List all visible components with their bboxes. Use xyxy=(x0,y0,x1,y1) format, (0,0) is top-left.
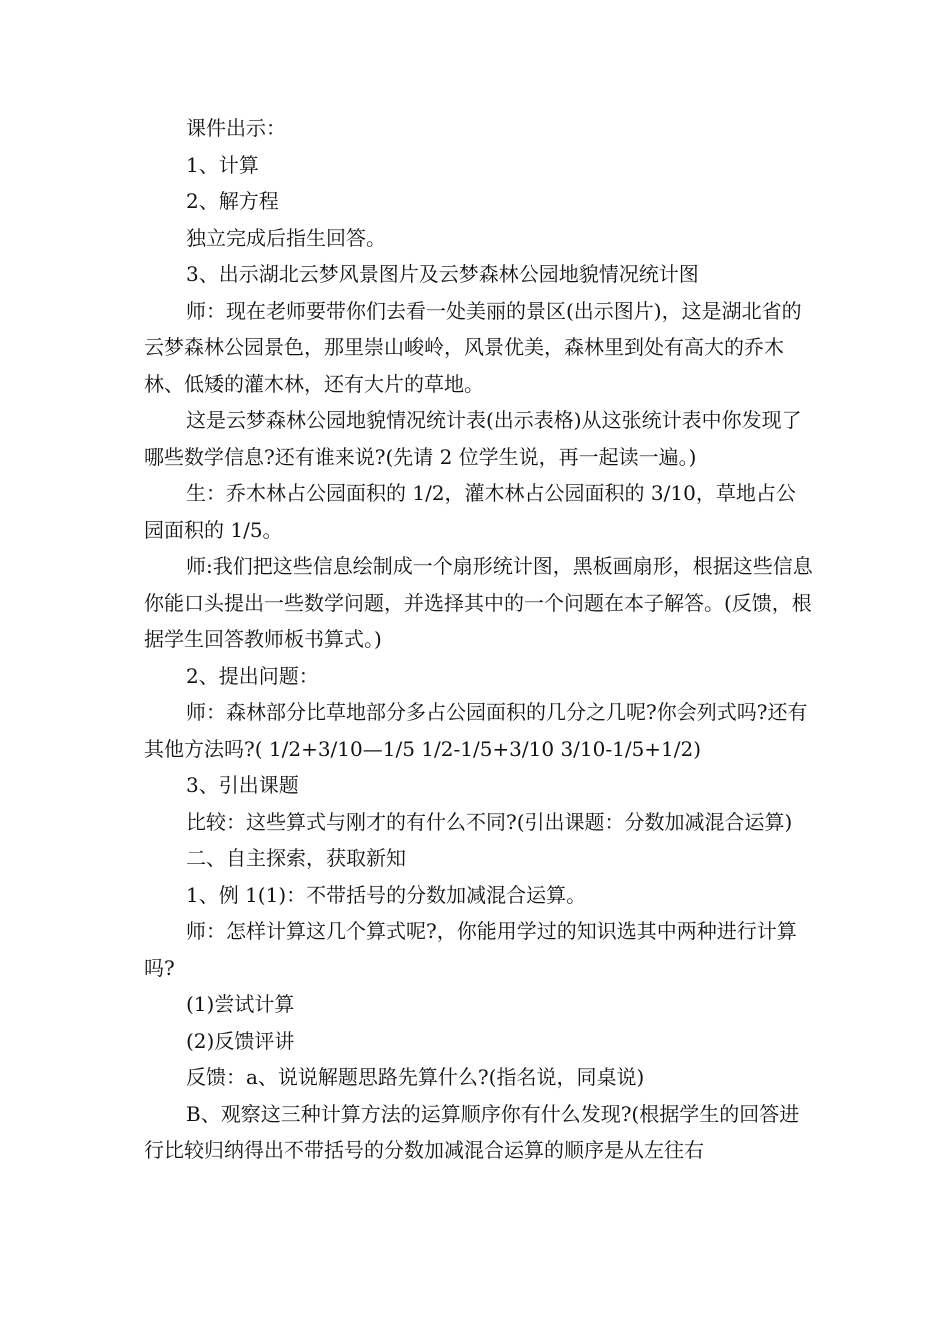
document-body xyxy=(144,110,814,1169)
paragraph: 2、提出问题： xyxy=(186,663,319,688)
paragraph: 师：怎样计算这几个算式呢?，你能用学过的知识选其中两种进行计算吗? xyxy=(144,919,797,980)
paragraph: 2、解方程 xyxy=(186,189,279,213)
paragraph: 二、自主探索，获取新知 xyxy=(186,846,406,870)
paragraph: 1、计算 xyxy=(186,152,259,177)
paragraph: (1)尝试计算 xyxy=(186,992,295,1016)
paragraph: 3、出示湖北云梦风景图片及云梦森林公园地貌情况统计图 xyxy=(186,262,699,286)
paragraph: 独立完成后指生回答。 xyxy=(186,225,386,250)
paragraph: 3、引出课题 xyxy=(186,773,299,797)
paragraph: 1、例 1(1)：不带括号的分数加减混合运算。 xyxy=(186,882,587,907)
paragraph: B、观察这三种计算方法的运算顺序你有什么发现?(根据学生的回答进行比较归纳得出不带括号的分数加减混合运算的顺序是从左往右 xyxy=(144,1101,800,1162)
paragraph: 这是云梦森林公园地貌情况统计表(出示表格)从这张统计表中你发现了哪些数学信息?还有谁来说?(先请 2 位学生说，再一起读一遍。) xyxy=(144,408,802,469)
paragraph: 比较：这些算式与刚才的有什么不同?(引出课题：分数加减混合运算) xyxy=(186,809,793,834)
paragraph: 师：现在老师要带你们去看一处美丽的景区(出示图片)，这是湖北省的云梦森林公园景色，那里崇山峻岭，风景优美，森林里到处有高大的乔木林、低矮的灌木林，还有大片的草地。 xyxy=(144,298,802,396)
paragraph: 反馈：a、说说解题思路先算什么?(指名说，同桌说) xyxy=(186,1065,645,1089)
paragraph: 课件出示： xyxy=(186,116,286,140)
paragraph: (2)反馈评讲 xyxy=(186,1028,295,1053)
paragraph: 生：乔木林占公园面积的 1/2，灌木林占公园面积的 3/10，草地占公园面积的 1/5。 xyxy=(144,481,796,542)
paragraph: 师:我们把这些信息绘制成一个扇形统计图，黑板画扇形，根据这些信息你能口头提出一些数学问题，并选择其中的一个问题在本子解答。(反馈，根据学生回答教师板书算式。) xyxy=(144,554,813,651)
paragraph: 师：森林部分比草地部分多占公园面积的几分之几呢?你会列式吗?还有其他方法吗?( 1/2+3/10—1/5 1/2-1/5+3/10 3/10-1/5+1/2) xyxy=(144,700,808,761)
